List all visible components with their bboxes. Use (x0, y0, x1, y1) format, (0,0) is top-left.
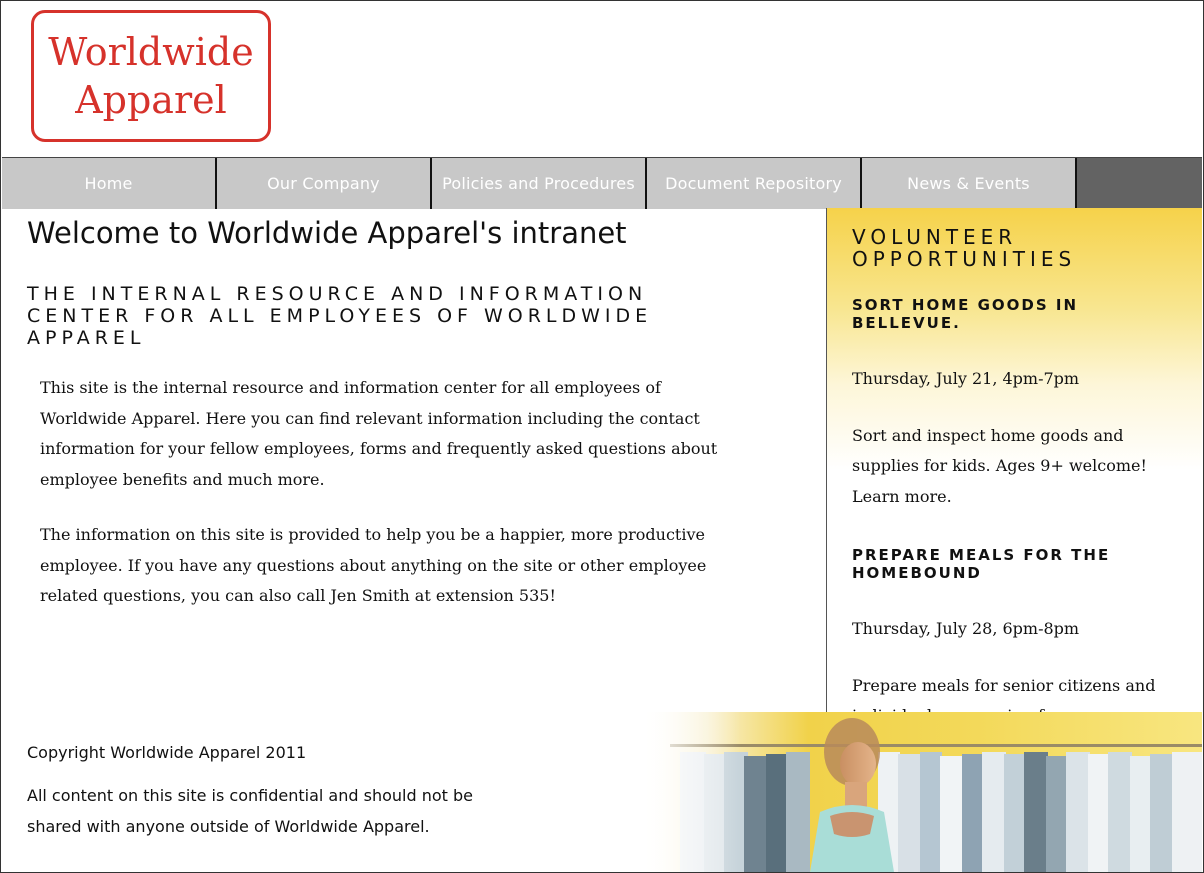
nav-item-home[interactable]: Home (2, 158, 217, 209)
intro-paragraph: This site is the internal resource and information center for all employees of Worldwide Apparel. Here you can find relevant information including the contact information for your fellow employees, forms and frequently asked questions about employee benefits and much more. (40, 378, 718, 489)
copyright-text: Copyright Worldwide Apparel 2011 (27, 743, 307, 762)
sidebar-title: VOLUNTEER OPPORTUNITIES (852, 225, 1077, 271)
nav-item-news-and-events[interactable]: News & Events (862, 158, 1077, 209)
event-title: SORT HOME GOODS IN BELLEVUE. (852, 296, 1079, 332)
nav-item-policies-and-procedures[interactable]: Policies and Procedures (432, 158, 647, 209)
nav-item-document-repository[interactable]: Document Repository (647, 158, 862, 209)
company-logo[interactable] (31, 10, 271, 142)
event-date: Thursday, July 21, 4pm-7pm (852, 369, 1080, 388)
nav-item-our-company[interactable]: Our Company (217, 158, 432, 209)
main-content (27, 208, 807, 612)
page-footer (27, 738, 527, 842)
volunteer-sidebar (826, 208, 1202, 712)
logo-line-1: Worldwide (48, 30, 254, 74)
contact-paragraph: The information on this site is provided to help you be a happier, more productive employee. If you have any questions about anything on the site or other employee related questions, you can also call Jen Smith at extension 535! (40, 525, 707, 605)
main-navigation (2, 157, 1202, 209)
clothing-rack-photo (640, 712, 1202, 872)
event-title: PREPARE MEALS FOR THE HOMEBOUND (852, 546, 1111, 582)
event-date: Thursday, July 28, 6pm-8pm (852, 619, 1080, 638)
event-description[interactable]: Prepare meals for senior citizens and (852, 675, 1156, 695)
clothing-rack-illustration (640, 712, 1202, 872)
page-title: Welcome to Worldwide Apparel's intranet (27, 216, 627, 250)
logo-line-2: Apparel (75, 78, 227, 122)
page-subtitle: THE INTERNAL RESOURCE AND INFORMATION CENTER FOR ALL EMPLOYEES OF WORLDWIDE APPAREL (27, 283, 653, 349)
confidentiality-notice: All content on this site is confidential and should not be shared with anyone outside of Worldwide Apparel. (27, 786, 473, 836)
event-description[interactable]: Sort and inspect home goods and supplies for kids. Ages 9+ welcome! Learn more. (852, 425, 1147, 506)
